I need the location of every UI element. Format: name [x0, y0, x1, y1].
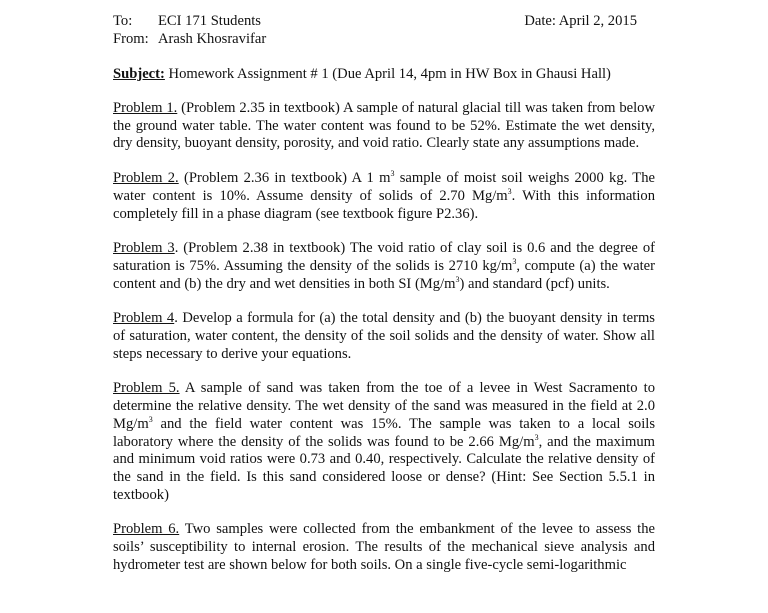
problem-text: . With this information completely fill in a phase diagram (see textbook figure P2.36).: [113, 187, 655, 222]
subject-label: Subject:: [113, 66, 165, 82]
problem-text: , and the maximum and minimum void ratios were 0.73 and 0.40, respectively. Calculate the relative density of the sand in the field. Is this sand considered loose or dense? (Hint: See Section 5.5.1 in textbook): [113, 433, 655, 503]
superscript: 3: [507, 186, 512, 196]
memo-date: Date: April 2, 2015: [524, 13, 637, 29]
problem-title: Problem 1.: [113, 100, 178, 116]
problem-5: [113, 380, 655, 504]
memo-page: [113, 12, 655, 574]
problem-text: ) and standard (pcf) units.: [459, 275, 610, 292]
problem-4: [113, 310, 655, 363]
to-label: To:: [113, 13, 133, 29]
problem-text: , compute (a) the water content and (b) the dry and wet densities in both SI (Mg/m: [113, 257, 655, 292]
problem-text: sample of moist soil weighs 2000 kg. The water content is 10%. Assume density of solids of 2.70 Mg/m: [113, 170, 655, 204]
superscript: 3: [455, 274, 460, 284]
problem-3: [113, 240, 655, 293]
problem-text: . Develop a formula for (a) the total density and (b) the buoyant density in terms of saturation, water content, the density of the soil solids and the density of water. Show all steps necessary to derive your equations.: [113, 310, 655, 362]
problem-title: Problem 6.: [113, 521, 180, 538]
to-value: ECI 171 Students: [158, 13, 261, 29]
problem-text: and the field water content was 15%. The sample was taken to a local soils laboratory where the density of the solids was found to be 2.66 Mg/m: [113, 415, 655, 450]
from-value: Arash Khosravifar: [158, 31, 267, 47]
superscript: 3: [534, 432, 539, 442]
problem-1: [113, 100, 655, 153]
problem-title: Problem 5.: [113, 380, 180, 397]
superscript: 3: [512, 257, 517, 267]
subject-text: Homework Assignment # 1 (Due April 14, 4pm in HW Box in Ghausi Hall): [164, 66, 611, 82]
problem-text: . (Problem 2.38 in textbook) The void ratio of clay soil is 0.6 and the degree of saturation is 75%. Assuming the density of the solids is 2710 kg/m: [113, 240, 655, 274]
problem-title: Problem 2.: [113, 170, 179, 187]
problem-text: (Problem 2.35 in textbook) A sample of natural glacial till was taken from below the ground water table. The water content was found to be 52%. Estimate the wet density, dry density, buoyant density, porosity, and void ratio. Clearly state any assumptions made.: [113, 100, 655, 152]
problem-text: A sample of sand was taken from the toe of a levee in West Sacramento to determine the relative density. The wet density of the sand was measured in the field at 2.0 Mg/m: [113, 380, 655, 432]
subject-line: [113, 65, 655, 83]
problem-6: [113, 521, 655, 574]
from-label: From:: [113, 31, 149, 47]
problem-2: [113, 170, 655, 223]
problem-title: Problem 3: [113, 240, 175, 257]
problem-title: Problem 4: [113, 310, 175, 327]
superscript: 3: [148, 414, 153, 424]
problem-text: Two samples were collected from the embankment of the levee to assess the soils’ susceptibility to internal erosion. The results of the mechanical sieve analysis and hydrometer test are shown below for both soils. On a single five-cycle semi-logarithmic: [113, 521, 655, 573]
to-line: [113, 12, 655, 30]
problem-text: (Problem 2.36 in textbook) A 1 m: [178, 170, 391, 187]
from-line: [113, 30, 655, 48]
superscript: 3: [390, 169, 395, 179]
